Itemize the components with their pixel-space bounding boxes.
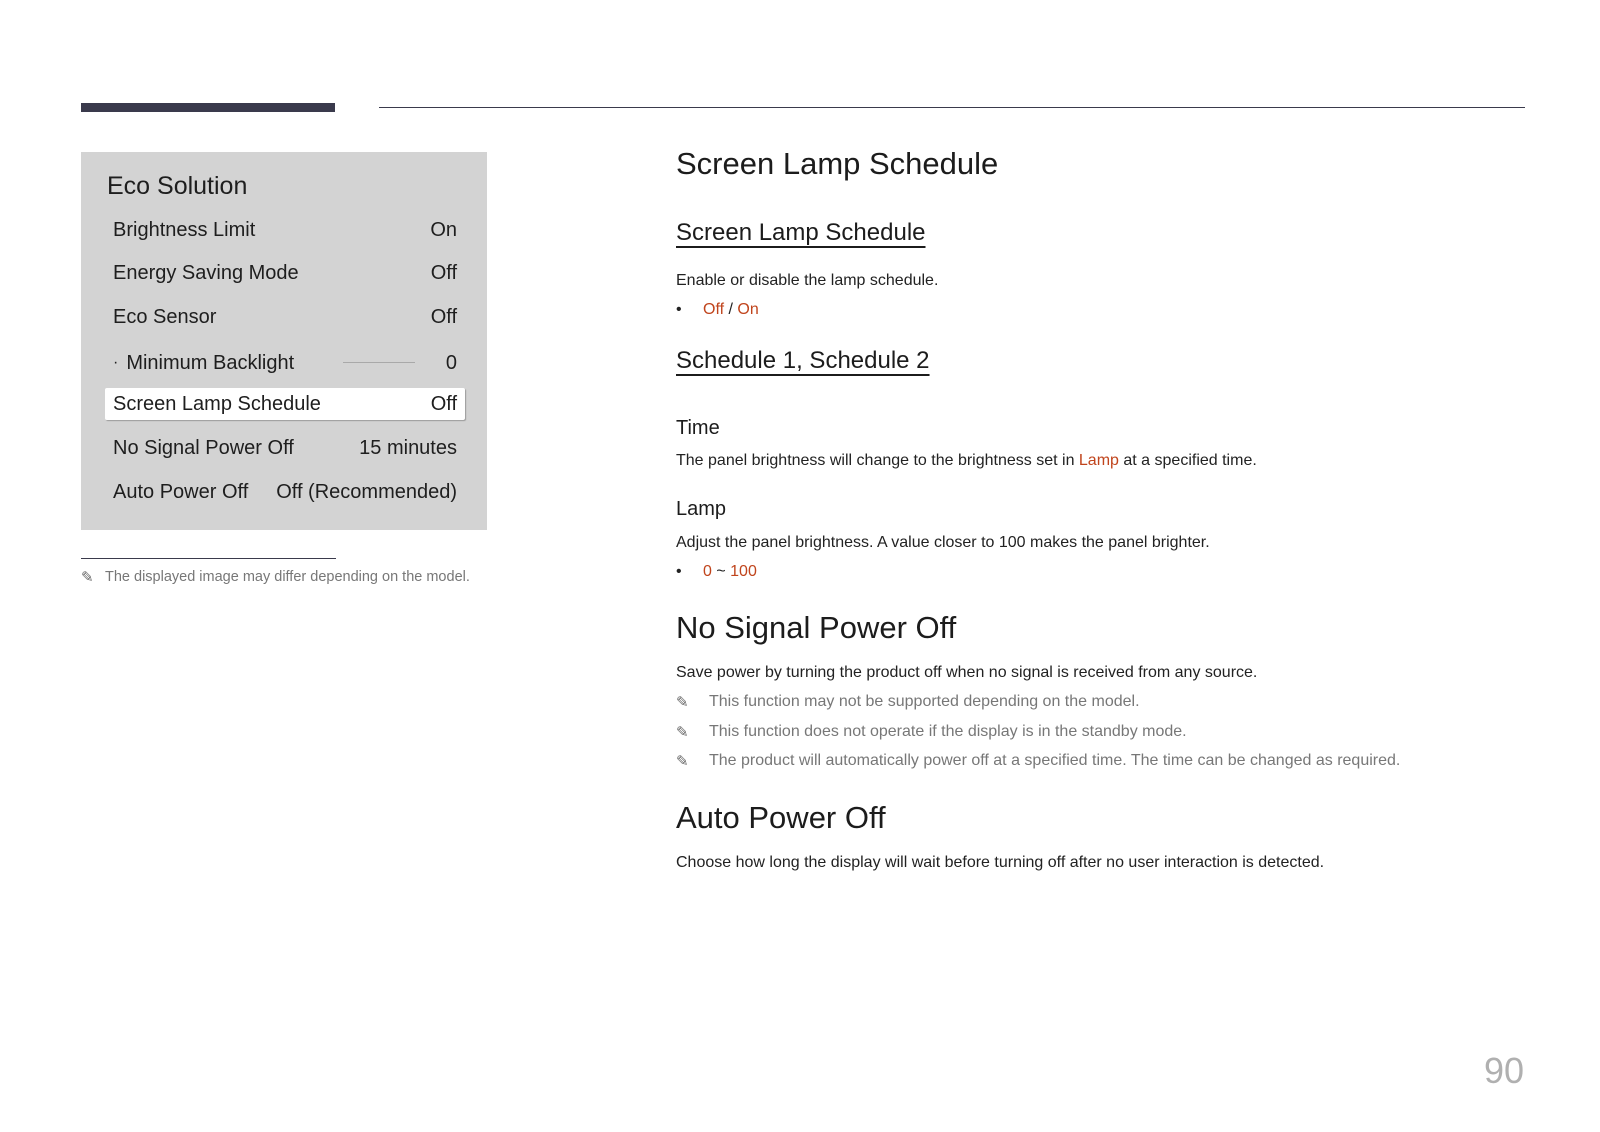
menu-item-label: Energy Saving Mode [113,261,299,284]
pencil-note-icon: ✎ [676,694,689,711]
subsection-title-screen-lamp-schedule: Screen Lamp Schedule [676,219,926,246]
option-separator: / [724,301,738,318]
no-signal-description: Save power by turning the product off when no signal is received from any source. [676,664,1258,681]
menu-item-value: On [430,218,457,241]
footnote-text: The displayed image may differ depending on the model. [105,569,470,585]
bullet-icon: • [676,563,682,580]
note-text: The product will automatically power off at a specified time. The time can be changed as required. [709,752,1401,769]
page-number: 90 [1484,1050,1525,1091]
lamp-heading: Lamp [676,498,727,520]
lamp-schedule-description: Enable or disable the lamp schedule. [676,272,939,289]
option-on: On [737,301,759,318]
section-title-no-signal-power-off: No Signal Power Off [676,610,957,645]
auto-power-off-description: Choose how long the display will wait before turning off after no user interaction is detected. [676,854,1325,871]
range-separator: ~ [711,563,731,580]
backlight-slider-track[interactable] [343,362,415,363]
menu-item-value: Off (Recommended) [276,480,457,503]
time-desc-pre: The panel brightness will change to the brightness set in [676,452,1079,469]
menu-item-label: Minimum Backlight [126,351,295,374]
menu-item-label: Auto Power Off [113,480,249,503]
note-text: This function does not operate if the display is in the standby mode. [709,723,1187,740]
menu-item-no-signal-power-off[interactable] [105,432,465,464]
note-text: This function may not be supported depending on the model. [709,693,1140,710]
no-signal-note [676,723,1187,741]
section-title-auto-power-off: Auto Power Off [676,800,886,835]
menu-item-eco-sensor[interactable] [105,301,465,333]
menu-item-label: Eco Sensor [113,305,217,328]
menu-item-value: 15 minutes [359,436,457,459]
option-off: Off [703,301,725,318]
range-min: 0 [703,563,712,580]
menu-item-label: No Signal Power Off [113,436,294,459]
time-heading: Time [676,417,720,439]
section-title-screen-lamp-schedule: Screen Lamp Schedule [676,146,999,181]
header-rule [379,107,1525,108]
lamp-range [676,563,757,581]
sub-item-marker: · [113,354,119,371]
menu-item-value: 0 [445,351,457,374]
header-accent-bar [81,103,335,112]
time-desc-post: at a specified time. [1118,452,1257,469]
pencil-note-icon: ✎ [676,753,689,770]
time-description [676,452,1257,470]
menu-item-value: Off [430,261,457,284]
image-disclaimer-note [81,568,470,586]
menu-item-energy-saving-mode[interactable] [105,257,465,289]
no-signal-note [676,752,1400,770]
menu-item-brightness-limit[interactable] [105,214,465,246]
time-desc-lamp-link: Lamp [1078,452,1119,469]
lamp-schedule-options [676,301,759,319]
menu-item-value: Off [430,392,457,415]
range-max: 100 [730,563,757,580]
menu-item-screen-lamp-schedule[interactable] [105,388,465,420]
menu-title: Eco Solution [107,172,248,200]
menu-item-sub-label [113,352,294,375]
footnote-rule [81,558,336,559]
menu-item-label: Brightness Limit [113,218,256,241]
pencil-note-icon: ✎ [676,724,689,741]
lamp-description: Adjust the panel brightness. A value closer to 100 makes the panel brighter. [676,534,1210,551]
menu-item-value: Off [430,305,457,328]
bullet-icon: • [676,301,682,318]
pencil-note-icon: ✎ [81,569,94,586]
no-signal-note [676,693,1140,711]
menu-item-label: Screen Lamp Schedule [113,392,321,415]
menu-item-auto-power-off[interactable] [105,476,465,508]
eco-solution-menu [81,152,487,530]
subsection-title-schedules: Schedule 1, Schedule 2 [676,347,930,374]
menu-item-minimum-backlight[interactable] [105,347,465,379]
